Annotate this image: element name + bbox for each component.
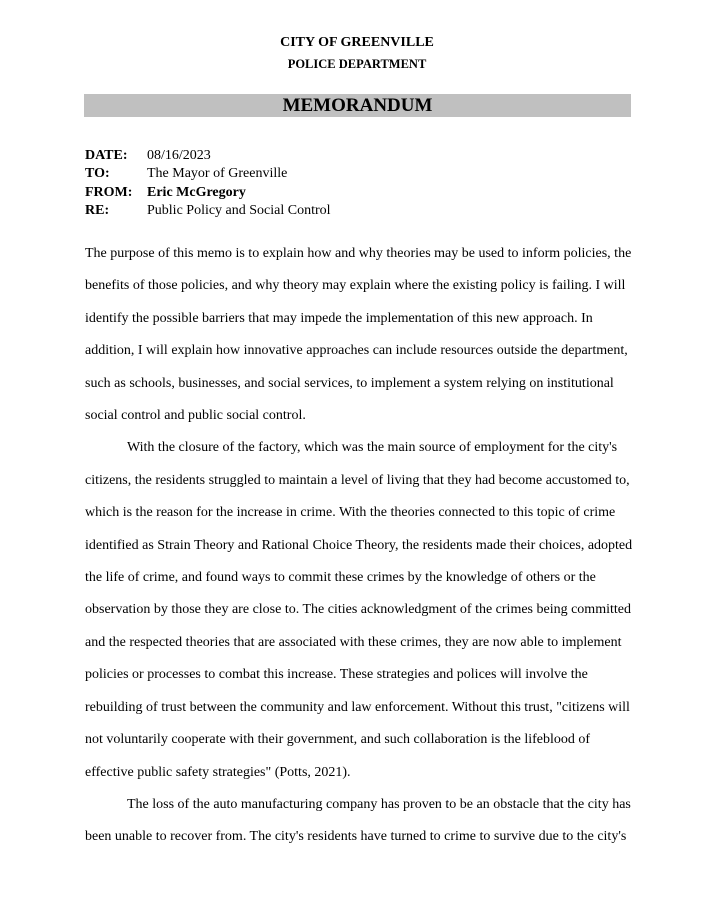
from-label: FROM: [85,184,133,200]
re-label: RE: [85,202,110,218]
to-row [85,165,331,183]
paragraph-3: The loss of the auto manufacturing company has proven to be an obstacle that the city has been unable to recover from. The city's residents have turned to crime to survive due to the city's [85,796,631,845]
org-title: CITY OF GREENVILLE [280,35,434,50]
date-row [85,147,331,165]
department-title: POLICE DEPARTMENT [287,57,427,71]
re-row [85,202,331,220]
memo-body [85,238,633,854]
date-label: DATE: [85,148,128,163]
to-label: TO: [85,166,110,182]
paragraph-2: With the closure of the factory, which was the main source of employment for the city's citizens, the residents struggled to maintain a level of living that they had become accustomed to, which is the reason for the increase in crime. With the theories connected to this topic of crime identified as Strain Theory and Rational Choice Theory, the residents made their choices, adopted the life of crime, and found ways to commit these crimes by the knowledge of others or the observation by those they are close to. The cities acknowledgment of the crimes being committed and the respected theories that are associated with these crimes, they are now able to implement policies or processes to combat this increase. These strategies and polices will involve the rebuilding of trust between the community and law enforcement. Without this trust, "citizens will not voluntarily cooperate with their government, and such collaboration is the lifeblood of effective public safety strategies" (Potts, 2021). [85,440,633,780]
date-value: 08/16/2023 [147,148,211,163]
paragraph-1: The purpose of this memo is to explain how and why theories may be used to inform policies, the benefits of those policies, and why theory may explain where the existing policy is failing. I will identify the possible barriers that may impede the implementation of this new approach. In addition, I will explain how innovative approaches can include resources outside the department, such as schools, businesses, and social services, to implement a system relying on institutional social control and public social control. [85,246,632,424]
re-value: Public Policy and Social Control [147,202,331,218]
memo-header-block [85,147,331,220]
to-value: The Mayor of Greenville [147,166,288,182]
from-row [85,184,331,202]
from-value: Eric McGregory [147,184,246,200]
memorandum-banner: MEMORANDUM [84,94,631,117]
